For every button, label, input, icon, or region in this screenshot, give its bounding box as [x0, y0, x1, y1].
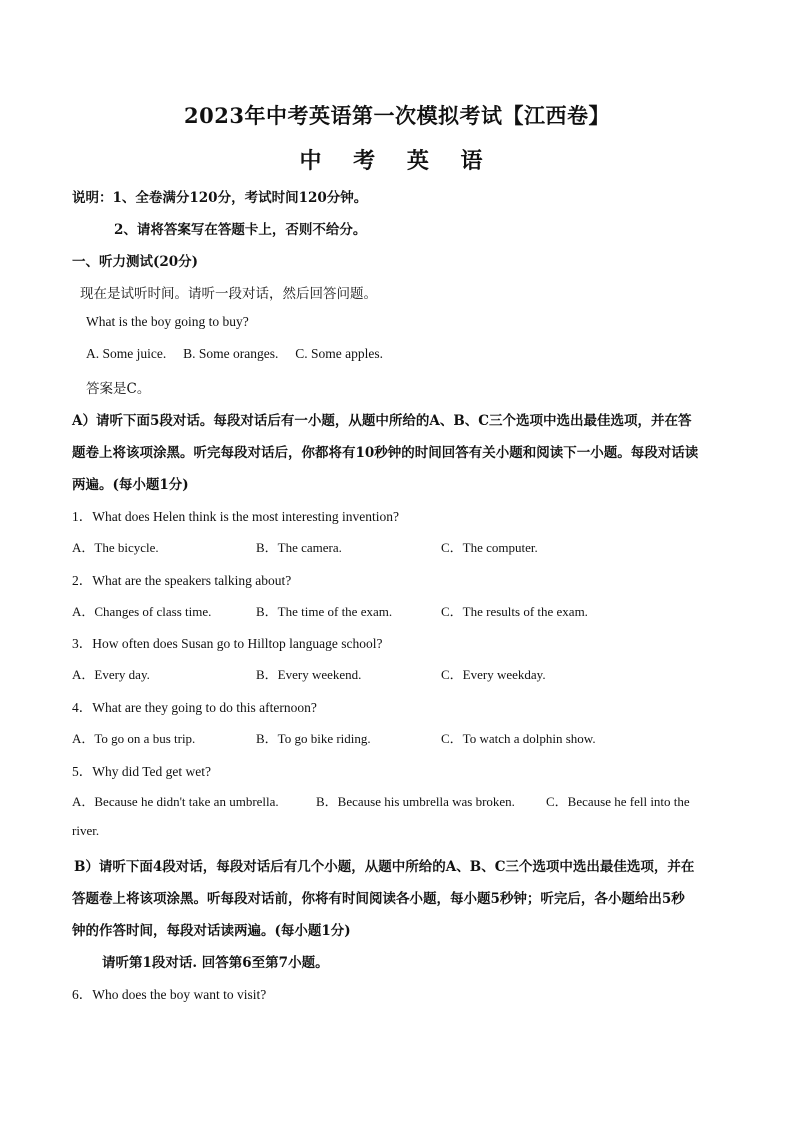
question-2: 2．What are the speakers talking about? [72, 573, 292, 588]
option-c-continued: river. [72, 823, 100, 838]
option-b: B．The time of the exam. [256, 604, 393, 619]
option-b: B．Because his umbrella was broken. [316, 794, 515, 809]
example-intro: 现在是试听时间。请听一段对话，然后回答问题。 [80, 286, 377, 302]
question-6: 6．Who does the boy want to visit? [72, 987, 267, 1002]
option-c: C．The results of the exam. [441, 604, 588, 619]
option-b: B．Every weekend. [256, 667, 362, 682]
section-heading: 一、听力测试(20分) [72, 254, 199, 270]
partA-instruction-line: A）请听下面5段对话。每段对话后有一小题，从题中所给的A、B、C三个选项中选出最佳选项，并在答 [72, 413, 692, 429]
partB-instruction-line: 答题卷上将该项涂黑。听每段对话前，你将有时间阅读各小题，每小题5秒钟；听完后，各小题给出5秒 [72, 891, 685, 907]
note-2: 2、请将答案写在答题卡上，否则不给分。 [114, 222, 367, 238]
option-b: B．To go bike riding. [256, 731, 371, 746]
example-options: A. Some juice. B. Some oranges. C. Some apples. [86, 346, 383, 361]
question-5: 5．Why did Ted get wet? [72, 764, 212, 779]
example-question: What is the boy going to buy? [86, 314, 249, 329]
option-a: A．To go on a bus trip. [72, 731, 196, 746]
option-a: A．The bicycle. [72, 540, 159, 555]
option-a: A．Every day. [72, 667, 150, 682]
option-c: C．Because he fell into the [546, 794, 690, 809]
option-a: A．Changes of class time. [72, 604, 212, 619]
option-b: B．The camera. [256, 540, 342, 555]
option-c: C．To watch a dolphin show. [441, 731, 596, 746]
example-answer: 答案是C。 [86, 381, 151, 397]
partA-instruction-line: 题卷上将该项涂黑。听完每段对话后，你都将有10秒钟的时间回答有关小题和阅读下一小题。每段对话读 [72, 445, 699, 461]
page-title: 2023年中考英语第一次模拟考试【江西卷】 [184, 103, 610, 128]
partA-instruction-line: 两遍。(每小题1分) [72, 477, 189, 493]
question-4: 4．What are they going to do this afternoon? [72, 700, 317, 715]
partB-instruction-line: 钟的作答时间，每段对话读两遍。(每小题1分) [72, 923, 351, 939]
note-1: 说明：1、全卷满分120分，考试时间120分钟。 [72, 190, 368, 206]
option-a: A．Because he didn't take an umbrella. [72, 794, 279, 809]
page-subtitle: 中 考 英 语 [299, 148, 495, 174]
option-c: C．Every weekday. [441, 667, 546, 682]
question-3: 3．How often does Susan go to Hilltop language school? [72, 636, 383, 651]
question-1: 1．What does Helen think is the most interesting invention? [72, 509, 399, 524]
dialog-1-intro: 请听第1段对话. 回答第6至第7小题。 [102, 955, 329, 971]
option-c: C．The computer. [441, 540, 538, 555]
partB-instruction-line: B）请听下面4段对话，每段对话后有几个小题，从题中所给的A、B、C三个选项中选出最佳选项，并在 [74, 859, 695, 875]
